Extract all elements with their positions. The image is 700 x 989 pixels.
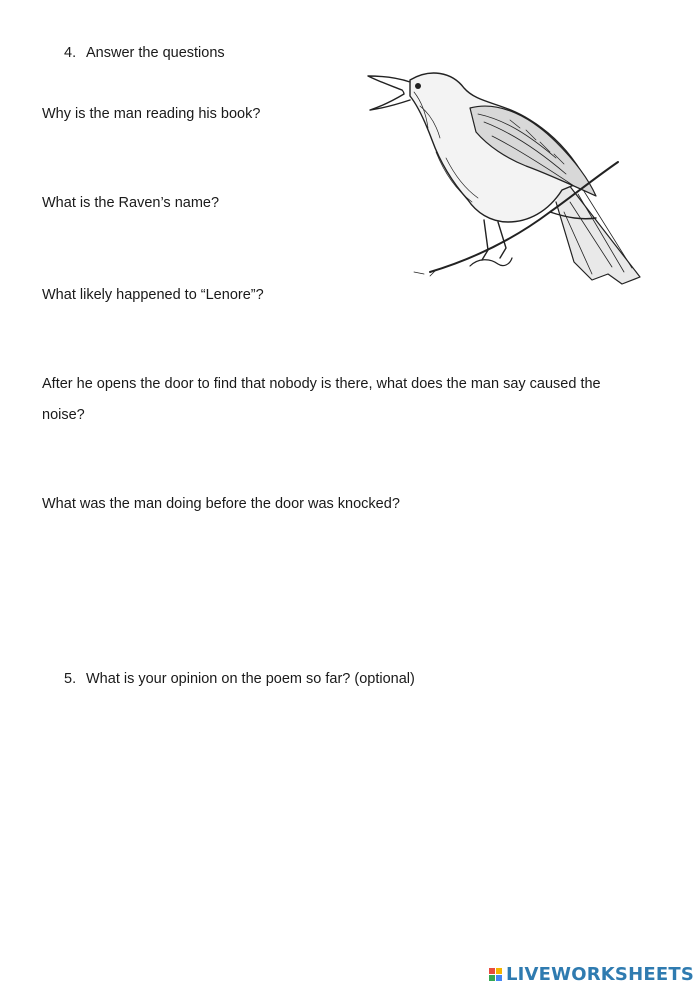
logo-square (489, 968, 495, 974)
liveworksheets-grid-icon (489, 968, 502, 981)
liveworksheets-logo (489, 964, 694, 985)
question-lenore: What likely happened to “Lenore”? (42, 287, 264, 303)
question-4-title: Answer the questions (86, 45, 225, 61)
logo-square (496, 975, 502, 981)
question-noise-line1: After he opens the door to find that nobody is there, what does the man say caused the (42, 376, 601, 392)
question-4-heading (64, 43, 225, 63)
raven-illustration-icon (360, 62, 660, 292)
question-before-knock: What was the man doing before the door was knocked? (42, 496, 400, 512)
question-noise-line2: noise? (42, 407, 85, 423)
question-raven-name: What is the Raven’s name? (42, 195, 220, 211)
question-4-number: 4. (64, 45, 77, 61)
question-5-text: What is your opinion on the poem so far? (optional) (86, 671, 415, 687)
logo-square (489, 975, 495, 981)
question-why-reading: Why is the man reading his book? (42, 106, 261, 122)
liveworksheets-brand: LIVEWORKSHEETS (505, 964, 694, 985)
question-5-number: 5. (64, 671, 77, 687)
question-5-heading (64, 669, 415, 689)
logo-square (496, 968, 502, 974)
